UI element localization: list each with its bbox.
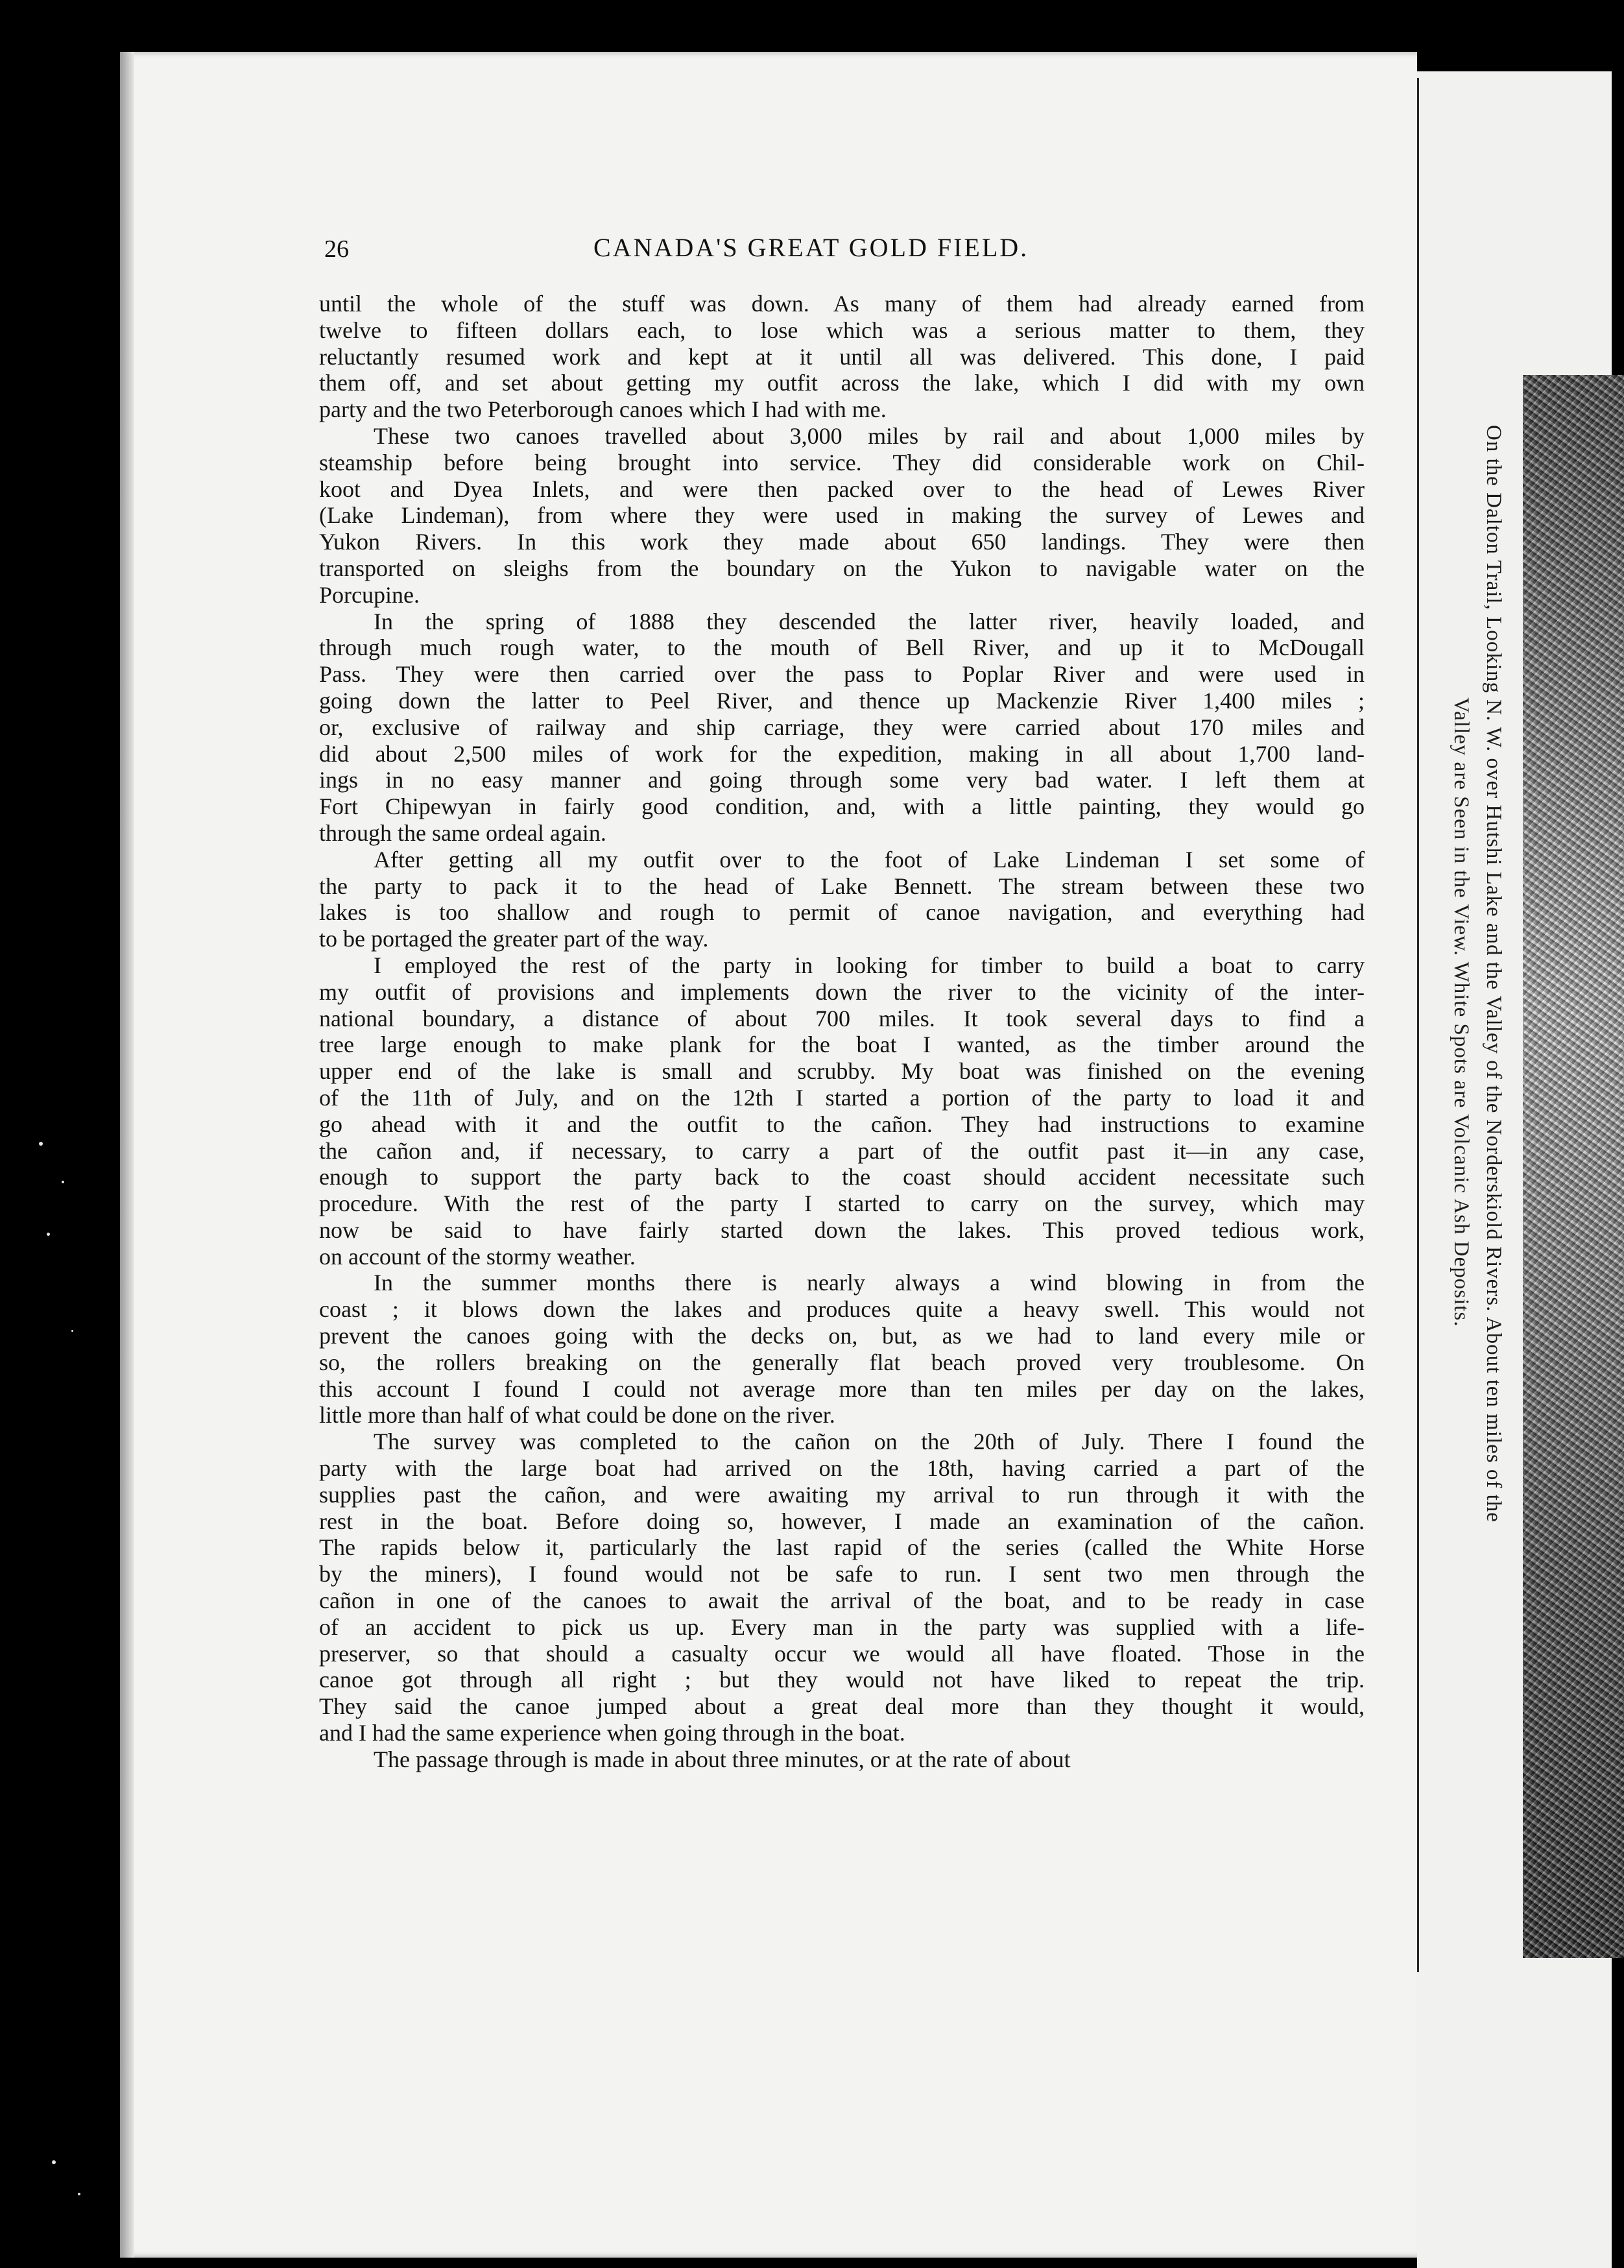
text-line: The passage through is made in about three minutes, or at the rate of about — [374, 1746, 1071, 1772]
text-line: of an accident to pick us up. Every man in the party was supplied with a life- — [319, 1613, 1365, 1640]
text-line: to be portaged the greater part of the way. — [319, 926, 709, 952]
plate-caption-line-2: Valley are Seen in the View. White Spots are Volcanic Ash Deposits. — [1450, 697, 1473, 1327]
plate-caption — [1443, 425, 1521, 1528]
text-line: The survey was completed to the cañon on the 20th of July. There I found the — [374, 1429, 1365, 1455]
text-line: lakes is too shallow and rough to permit of canoe navigation, and everything had — [319, 899, 1365, 926]
text-line: the cañon and, if necessary, to carry a part of the outfit past it—in any case, — [319, 1137, 1365, 1164]
text-line: tree large enough to make plank for the boat I wanted, as the timber around the — [319, 1031, 1365, 1058]
text-line: my outfit of provisions and implements down the river to the vicinity of the inter- — [319, 978, 1365, 1005]
text-line: reluctantly resumed work and kept at it until all was delivered. This done, I paid — [319, 343, 1365, 370]
scan-speck — [52, 2160, 56, 2164]
text-line: until the whole of the stuff was down. As many of them had already earned from — [319, 291, 1365, 317]
text-line: the party to pack it to the head of Lake Bennett. The stream between these two — [319, 873, 1365, 899]
text-line: go ahead with it and the outfit to the cañon. They had instructions to examine — [319, 1111, 1365, 1137]
text-line: little more than half of what could be done on the river. — [319, 1402, 835, 1429]
text-line: or, exclusive of railway and ship carriage, they were carried about 170 miles and — [319, 714, 1365, 740]
running-title: CANADA'S GREAT GOLD FIELD. — [593, 233, 1029, 262]
text-line: supplies past the cañon, and were awaiting my arrival to run through it with the — [319, 1481, 1365, 1508]
text-line: party and the two Peterborough canoes which I had with me. — [319, 396, 887, 423]
text-line: cañon in one of the canoes to await the arrival of the boat, and to be ready in case — [319, 1587, 1365, 1614]
text-line: Fort Chipewyan in fairly good condition, and, with a little painting, they would go — [319, 793, 1365, 820]
text-line: koot and Dyea Inlets, and were then packed over to the head of Lewes River — [319, 476, 1365, 502]
scan-speck — [78, 2193, 80, 2195]
text-line: In the summer months there is nearly always a wind blowing in from the — [374, 1270, 1365, 1296]
text-line: canoe got through all right ; but they would not have liked to repeat the trip. — [319, 1667, 1365, 1693]
text-line: through much rough water, to the mouth of Bell River, and up it to McDougall — [319, 634, 1365, 661]
text-line: In the spring of 1888 they descended the latter river, heavily loaded, and — [374, 608, 1365, 634]
text-line: These two canoes travelled about 3,000 miles by rail and about 1,000 miles by — [374, 422, 1365, 449]
text-line: prevent the canoes going with the decks on, but, as we had to land every mile or — [319, 1323, 1365, 1349]
text-line: I employed the rest of the party in looking for timber to build a boat to carry — [374, 952, 1365, 978]
text-line: on account of the stormy weather. — [319, 1243, 636, 1270]
text-line: Porcupine. — [319, 581, 420, 608]
page-edge-shadow — [120, 52, 134, 2258]
body-text — [319, 291, 1365, 1773]
text-line: Pass. They were then carried over the pass to Poplar River and were used in — [319, 661, 1365, 688]
text-line: steamship before being brought into service. They did considerable work on Chil- — [319, 449, 1365, 476]
text-line: them off, and set about getting my outfit across the lake, which I did with my own — [319, 370, 1365, 396]
text-line: going down the latter to Peel River, and thence up Mackenzie River 1,400 miles ; — [319, 687, 1365, 714]
text-line: Yukon Rivers. In this work they made about 650 landings. They were then — [319, 529, 1365, 555]
text-line: so, the rollers breaking on the generally flat beach proved very troublesome. On — [319, 1349, 1365, 1375]
text-line: party with the large boat had arrived on the 18th, having carried a part of the — [319, 1455, 1365, 1482]
text-line: procedure. With the rest of the party I started to carry on the survey, which may — [319, 1190, 1365, 1217]
text-line: ings in no easy manner and going through some very bad water. I left them at — [319, 767, 1365, 793]
text-line: this account I found I could not average more than ten miles per day on the lakes, — [319, 1375, 1365, 1402]
text-line: preserver, so that should a casualty occur we would all have floated. Those in the — [319, 1640, 1365, 1667]
text-line: by the miners), I found would not be safe to run. I sent two men through the — [319, 1561, 1365, 1587]
text-line: now be said to have fairly started down the lakes. This proved tedious work, — [319, 1216, 1365, 1243]
scan-speck — [62, 1181, 64, 1183]
page-number: 26 — [324, 235, 349, 263]
text-line: twelve to fifteen dollars each, to lose which was a serious matter to them, they — [319, 317, 1365, 343]
scan-speck — [71, 1330, 73, 1332]
text-line: transported on sleighs from the boundary on the Yukon to navigable water on the — [319, 555, 1365, 581]
text-line: rest in the boat. Before doing so, however, I made an examination of the cañon. — [319, 1508, 1365, 1534]
scan-speck — [39, 1142, 43, 1146]
text-line: of the 11th of July, and on the 12th I started a portion of the party to load it and — [319, 1084, 1365, 1111]
photograph-plate — [1523, 375, 1624, 1958]
text-line: did about 2,500 miles of work for the expedition, making in all about 1,700 land- — [319, 740, 1365, 767]
text-line: After getting all my outfit over to the foot of Lake Lindeman I set some of — [374, 846, 1365, 873]
text-line: (Lake Lindeman), from where they were used in making the survey of Lewes and — [319, 502, 1365, 529]
text-line: They said the canoe jumped about a great deal more than they thought it would, — [319, 1693, 1365, 1720]
text-line: enough to support the party back to the coast should accident necessitate such — [319, 1164, 1365, 1190]
text-line: through the same ordeal again. — [319, 819, 606, 846]
text-line: upper end of the lake is small and scrubby. My boat was finished on the evening — [319, 1058, 1365, 1085]
text-line: national boundary, a distance of about 700 miles. It took several days to find a — [319, 1005, 1365, 1031]
text-line: coast ; it blows down the lakes and produces quite a heavy swell. This would not — [319, 1296, 1365, 1323]
scan-speck — [47, 1233, 50, 1236]
plate-caption-line-1: On the Dalton Trail, Looking N. W. over Hutshi Lake and the Valley of the Norderskiold Rivers. About ten miles of the — [1482, 425, 1505, 1523]
text-line: The rapids below it, particularly the last rapid of the series (called the White Horse — [319, 1534, 1365, 1561]
text-line: and I had the same experience when going through in the boat. — [319, 1720, 905, 1746]
